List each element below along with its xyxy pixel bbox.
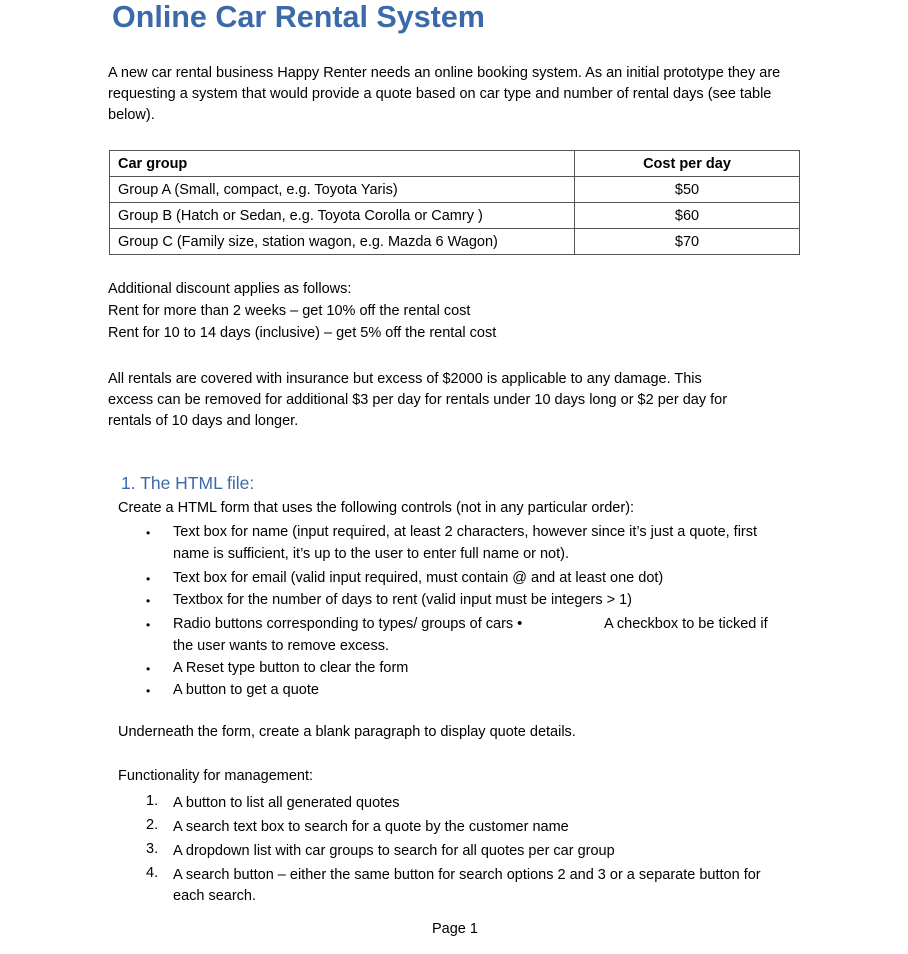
rates-table	[109, 150, 800, 255]
intro-paragraph: A new car rental business Happy Renter needs an online booking system. As an initial prototype they are requesting a system that would provide a quote based on car type and number of rental days (see table below).	[108, 65, 781, 123]
item-number: 3.	[146, 841, 159, 857]
list-item: A Reset type button to clear the form	[173, 660, 409, 676]
section-heading: 1. The HTML file:	[121, 473, 255, 493]
table-cell: $60	[575, 203, 800, 229]
table-row	[110, 177, 800, 203]
item-number: 4.	[146, 865, 159, 881]
list-item: Text box for email (valid input required, must contain @ and at least one dot)	[173, 570, 664, 586]
page-title: Online Car Rental System	[112, 0, 485, 34]
table-row	[110, 203, 800, 229]
table-cell: $70	[575, 229, 800, 255]
item-number: 2.	[146, 817, 159, 833]
bullet-icon: •	[146, 662, 151, 676]
list-item: Radio buttons corresponding to types/ groups of cars •	[173, 616, 523, 632]
item-text: A search text box to search for a quote by the customer name	[173, 819, 569, 835]
list-item: Textbox for the number of days to rent (valid input must be integers > 1)	[173, 592, 633, 608]
table-cell: Group C (Family size, station wagon, e.g. Mazda 6 Wagon)	[110, 229, 575, 255]
table-cell: Group B (Hatch or Sedan, e.g. Toyota Corolla or Camry )	[110, 203, 575, 229]
table-header-row	[110, 151, 800, 177]
header-cost-per-day: Cost per day	[575, 151, 800, 177]
item-text: A button to list all generated quotes	[173, 795, 400, 811]
management-heading: Functionality for management:	[118, 768, 314, 784]
page-number: Page 1	[432, 921, 478, 937]
item-text: A dropdown list with car groups to search for all quotes per car group	[173, 843, 615, 859]
discount-heading: Additional discount applies as follows:	[108, 281, 352, 297]
item-number: 1.	[146, 793, 159, 809]
underneath-paragraph: Underneath the form, create a blank paragraph to display quote details.	[118, 724, 576, 740]
bullet-icon: •	[146, 594, 151, 608]
discount-line-1: Rent for more than 2 weeks – get 10% off the rental cost	[108, 303, 471, 319]
discount-line-2: Rent for 10 to 14 days (inclusive) – get 5% off the rental cost	[108, 325, 497, 341]
bullet-icon: •	[146, 572, 151, 586]
insurance-paragraph: All rentals are covered with insurance but excess of $2000 is applicable to any damage. This excess can be removed for additional $3 per day for rentals under 10 days long or $2 per day for rentals of 10 days and longer.	[108, 371, 728, 429]
table-cell: Group A (Small, compact, e.g. Toyota Yaris)	[110, 177, 575, 203]
list-item: A button to get a quote	[173, 682, 319, 698]
table-cell: $50	[575, 177, 800, 203]
bullet-icon: •	[146, 526, 151, 540]
header-car-group: Car group	[110, 151, 575, 177]
item-text: A search button – either the same button for search options 2 and 3 or a separate button for each search.	[173, 867, 761, 904]
list-item-continued: A checkbox to be ticked if	[604, 616, 768, 632]
section-intro: Create a HTML form that uses the following controls (not in any particular order):	[118, 500, 635, 516]
bullet-icon: •	[146, 618, 151, 632]
list-item: Text box for name (input required, at least 2 characters, however since it’s just a quote, first name is sufficient, it’s up to the user to enter full name or not).	[173, 524, 758, 562]
bullet-icon: •	[146, 684, 151, 698]
table-row	[110, 229, 800, 255]
list-item-continued: the user wants to remove excess.	[173, 638, 389, 654]
